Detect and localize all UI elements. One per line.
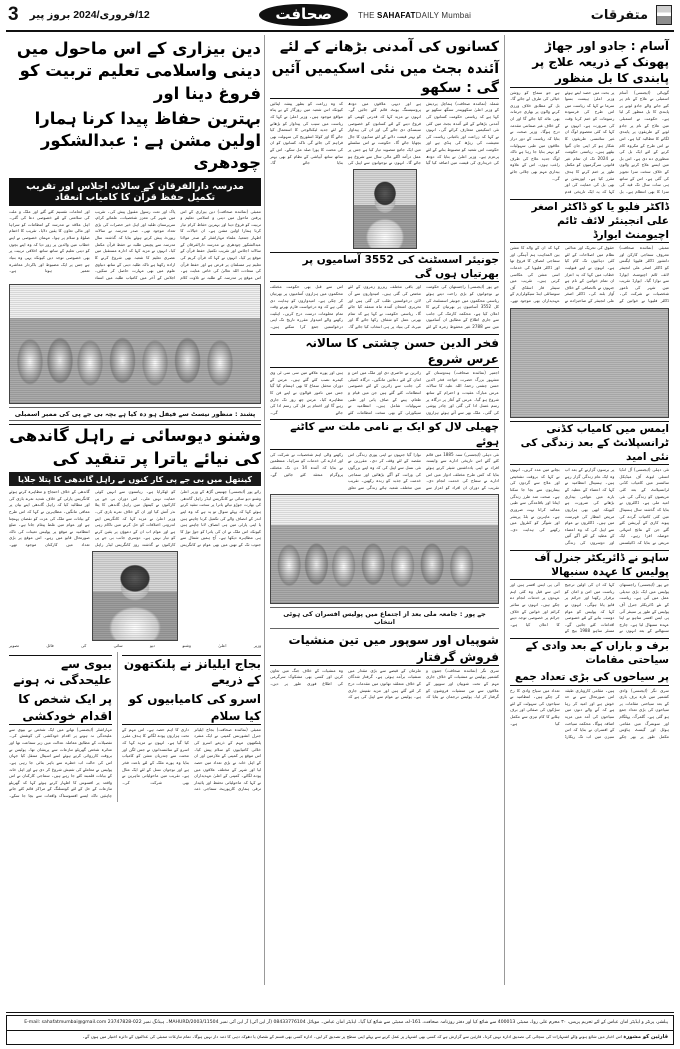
footer xyxy=(6,1012,674,1045)
politician-portrait-caption: وزیر اعلیٰ وشنو دیو سائی کی فائل تصویر xyxy=(9,642,261,648)
issue-date: 12/فروری/2024 بروز پیر xyxy=(29,9,150,21)
imprint-text: پبلشر، پرنٹر و ایڈیٹر امان عباس کے لئے تحریم پریس، ۳۰ محرم علی روڈ، ممبئی 400013 سے شائع کیا اور دفتر روزنامہ صحافت، 161-اے، ممبئی سے شائع کیا گیا۔ ایڈیٹر امان عباس۔ موبائل 08433776104 (آر این آئی) آر این آئی نمبر MAHURD/2003/11504۔ ہیڈنگ نمبر 022-23747828 xyxy=(107,1019,668,1025)
article-lead: ممبئی (نمائندہ صحافت) دین بیزاری کے اس پرفتن ماحول میں دینی و اسلامی تعلیم و تربیت کو فروغ دینا اور بہترین حفاظ کرام تیار کرنا ہمارا اولین مشن ہے۔ ان خیالات کا اظہار جمعیۃ علماء مہاراشٹر کے صدر مولانا عبدالشکور چودھری نے مدرسہ دارالفرقان کے سالانہ اجلاس اور تقریب تکمیل حفظ قرآن کے موقع پر کیا۔ انہوں نے کہا کہ قرآن کریم کی تعلیم ہر مسلمان پر فرض ہے اور حفظ قرآن کی سعادت اللہ تعالیٰ کی خاص عنایت ہے۔ اس موقع پر مدرسہ کے طلبہ نے تلاوت کلام پاک اور نعت رسول مقبول پیش کی۔ تقریب میں شہر کی معزز شخصیات، علمائے کرام، سرپرستان طلبہ اور اہل خیر حضرات کی بڑی تعداد موجود تھی۔ صدر مدرسہ نے سالانہ رپورٹ پیش کرتے ہوئے بتایا کہ گذشتہ سال مدرسہ سے پچیس طلبہ نے حفظ قرآن مکمل کیا۔ انہوں نے مزید کہا کہ ادارہ مستقبل میں عصری تعلیم کا شعبہ بھی شروع کرنے کا ارادہ رکھتا ہے تاکہ طلبہ دینی کے ساتھ دنیاوی علوم میں بھی مہارت حاصل کر سکیں۔ اجلاس کے آخر میں کامیاب طلبہ میں اسناد اور انعامات تقسیم کئے گئے اور ملک و ملت کی سلامتی کے لئے خصوصی دعا کی گئی۔ اہل علاقہ نے مدرسہ کے انتظامات کو سراہا اور مالی تعاون کا یقین دلایا۔ تقریب کا اختتام صلوٰۃ و سلام پر ہوا۔ مہمان خصوصی نے اپنے خطاب میں والدین پر زور دیا کہ وہ اپنے بچوں کو دینی تعلیم کے ساتھ ساتھ اخلاقی تربیت پر بھی خصوصی توجہ دیں کیونکہ یہی وہ بنیاد ہے جس پر ایک مضبوط اور باکردار معاشرہ تعمیر ہوتا ہے۔ xyxy=(9,208,261,280)
article-assam-bill: گوہاٹی (ایجنسی) آسام اسمبلی نے علاج کے نام پر کیے جانے والے جادو ٹونے پر پابندی کا بل منظور کر لیا ہے۔ حکومت نے اسمبلی میں علاج کے نام پر جادو ٹونے کے طریقوں پر پابندی لگانے کا مطالبہ کیا ہے۔ اس نے اس طرح کے مکروہ کام کرنے کے لئے ایک بل کی منظوری دے دی ہے۔ اس بل میں ایسے علاج کرنے والوں کے خلاف سخت سزا تجویز کی گئی ہے۔ اس کے ساتھ ہی سات سال تک قید کی سزا کا بھی انتظام ہے۔ بل پر بحث میں حصہ لیتے ہوئے وزیر اعلیٰ ہیمنت بسوا سرما نے کہا کہ ریاست میں اس طرح کی فرسودہ رسومات کو ختم کرنا وقت کی ضرورت ہے۔ انہوں نے کہا کہ کئی معصوم لوگ ان غیر سائنسی طریقوں کا شکار ہو کر اپنی جان گنوا بیٹھے ہیں۔ ریاستی حکومت نے 2024 تک ان تمام غیر قانونی سرگرمیوں کو مکمل طور پر ختم کرنے کا ہدف مقرر کیا ہے۔ اپوزیشن نے بھی بل کی حمایت کی اور کہا کہ یہ ایک تاریخی قدم ہے جو سماج کو روشن خیالی کی طرف لے جائے گا۔ بل کے مطابق خلاف ورزی کرنے والوں پر بھاری جرمانہ بھی عائد کیا جائے گا اور ان کے خلاف غیر ضمانتی مقدمہ درج ہوگا۔ وزیر صحت نے بتایا کہ ریاست کے دور دراز علاقوں میں طبی سہولیات کو بہتر بنایا جا رہا ہے تاکہ لوگ جدید علاج کی طرف راغب ہوں۔ اس کے علاوہ بیداری مہم بھی چلائی جائے گی۔ xyxy=(510,89,669,194)
headline-kashmir-tourism-2: پر سیاحوں کی بڑی تعداد جمع xyxy=(510,670,669,685)
headline-farmers-income-1: کسانوں کی آمدنی بڑھانے کے لئے xyxy=(279,39,499,55)
article-suicide: مہاراشٹر (ایجنسی) تھانے میں ایک شخص نے بیوی سے علیحدگی نہ ہونے پر اقدام خودکشی کی کوشش کی۔ تفصیلات کے مطابق معاملہ عدالت میں زیر سماعت تھا اور متاثرہ شخص گھریلو تنازعات سے پریشان تھا۔ پولیس نے بروقت کارروائی کرتے ہوئے اسے اسپتال منتقل کیا جہاں اس کی حالت اب خطرے سے باہر بتائی جا رہی ہے۔ پولیس نے معاملے کی تفتیش شروع کر دی ہے اور اہل خانہ کے بیانات قلمبند کئے جا رہے ہیں۔ سماجی کارکنان نے اس واقعہ پر افسوس کا اظہار کرتے ہوئے کہا کہ گھریلو تنازعات کے حل کے لئے کونسلنگ کے مراکز قائم کئے جانے چاہئیں تاکہ ایسے افسوسناک واقعات سے بچا جا سکے۔ xyxy=(9,726,112,799)
headline-drug-arrests: شوپیاں اور سوپور میں تین منشیات فروش گرفتار xyxy=(270,632,499,665)
headline-flavia-award: ڈاکٹر فلیو یا کو ڈاکٹر اصغر علی انجینئر لائف ٹائم اچیومنٹ ایوارڈ xyxy=(510,199,669,244)
subbar-rahul-effigy: کینتھل میں بی جے پی کار کنوں نے راہل گاندھی کا پتلا جلایا xyxy=(9,472,261,486)
section-title: متفرقات xyxy=(590,7,649,22)
content-grid xyxy=(6,35,674,985)
article-farmers-income: شملہ (نمائندہ صحافت) ہماچل پردیش کے وزیر اعلیٰ سکھویندر سنگھ سکھو نے کہا ہے کہ ریاستی حکومت کسانوں کی آمدنی بڑھانے کے لئے آئندہ بجٹ میں کئی نئی اسکیمیں متعارف کرائے گی۔ انہوں نے کہا کہ زراعت اور باغبانی ریاست کی معیشت کی ریڑھ کی ہڈی ہے اور حکومت اس شعبہ کو مضبوط بنانے کے لئے پرعزم ہے۔ وزیر اعلیٰ نے بتایا کہ دودھ کی خریداری کی قیمت میں اضافہ کیا گیا ہے اور دیہی علاقوں میں دودھ پروسیسنگ یونٹ قائم کئے جائیں گے۔ انہوں نے مزید کہا کہ قدرتی کھیتی کو فروغ دینے کے لئے کسانوں کو خصوصی سبسڈی دی جائے گی اور ان کی پیداوار کو بہتر قیمت دلانے کے لئے منڈیوں کا جال بچھایا جائے گا۔ حکومت نے اس سلسلے میں ایک جامع منصوبہ تیار کیا ہے جس پر عمل درآمد اگلے مالی سال سے شروع ہو جائے گا۔ انہوں نے نوجوانوں سے اپیل کی کہ وہ زراعت کو بطور پیشہ اپنائیں کیونکہ اس شعبہ میں روزگار کے بے پناہ مواقع موجود ہیں۔ وزیر اعلیٰ نے کہا کہ ریاست میں سیب کی پیداوار کو بڑھانے کے لئے جدید ٹیکنالوجی کا استعمال کیا جائے گا اور کولڈ اسٹوریج کی سہولت بھی فراہم کی جائے گی تاکہ کسانوں کو ان کی محنت کا پورا صلہ مل سکے۔ اس کے ساتھ ساتھ آبپاشی کے نظام کو بھی بہتر بنایا جائے گا۔ xyxy=(270,100,499,166)
page-number: 3 xyxy=(8,4,18,25)
headline-chishti-urs: فخر الدین حسن چشتی کا سالانہ عرس شروع xyxy=(270,334,499,368)
group-photo xyxy=(270,494,499,604)
article-kidney-transplant: نئی دہلی (ایجنسی) آل انڈیا انسٹی ٹیوٹ آف میڈیکل سائنسز میں کامیاب کڈنی ٹرانسپلانٹ کے بعد کئی مریضوں کو زندگی کی نئی امید ملی ہے۔ ڈاکٹروں نے بتایا کہ گذشتہ سال ہسپتال میں کئی کامیاب گردے کی پیوند کاری کے آپریشن کئے گئے جن کے نتائج انتہائی حوصلہ افزا رہے۔ ایک مریض نے بتایا کہ ڈائیلسس پر برسوں گزارنے کے بعد اب وہ ایک عام زندگی گزار رہے ہیں۔ ہسپتال انتظامیہ نے کہا کہ اعضاء کے عطیہ کے بارے میں عوامی بیداری بڑھانے کی ضرورت ہے کیونکہ ابھی بھی ہزاروں مریض انتظار کی فہرست میں ہیں۔ ڈاکٹروں نے عوام سے اپیل کی کہ وہ اعضاء کے عطیہ کے لئے آگے آئیں اور دوسروں کی زندگی بچانے میں مدد کریں۔ انہوں نے کہا کہ بروقت تشخیص اور علاج سے گردوں کی بیماریوں سے بچا جا سکتا ہے۔ صحت مند طرز زندگی اپنانا اور باقاعدگی سے طبی معائنہ کرانا بہت ضروری ہے۔ ماہرین نے بلڈ پریشر اور شوگر کو کنٹرول میں رکھنے کی ہدایت دی۔ xyxy=(510,467,669,546)
reader-advisory-label: قارئین کو مشورہ xyxy=(623,1034,668,1041)
subcol-suicide xyxy=(9,652,112,802)
headline-kidney-transplant: ایمس میں کامیاب کڈنی ٹرانسپلانٹ کے بعد زندگی کی نئی امید xyxy=(510,421,669,466)
headline-suicide-1: بیوی سے علیحدگی نہ ہونے xyxy=(9,655,112,688)
reader-advisory xyxy=(6,1031,674,1045)
lead-headline-line2: بہترین حفاظ پیدا کرنا ہمارا اولین مشن ہے : عبدالشکور چودھری xyxy=(34,108,261,173)
headline-rahul-yatra: وشنو دیوسائی نے راہل گاندھی کی نیائے یاترا پر تنقید کی xyxy=(9,424,261,470)
award-ceremony-photo xyxy=(510,308,669,418)
article-chishti-urs: اجمیر (نمائندہ صحافت) ہندوستان کے مشہور بزرگ حضرت خواجہ فخر الدین حسن چشتی رحمۃ اللہ علیہ کا سالانہ عرس مبارک عقیدت و احترام کے ساتھ شروع ہو گیا۔ عرس کے آغاز پر درگاہ پر رسم غسل ادا کی گئی اور چادر پوشی کی گئی۔ ملک بھر سے آئے ہوئے ہزاروں زائرین نے حاضری دی اور ملک میں امن و امان کے لئے دعائیں مانگیں۔ درگاہ کمیٹی کی جانب سے زائرین کے لئے خصوصی انتظامات کئے گئے ہیں جن میں قیام و طعام، پینے کے صاف پانی اور طبی سہولیات شامل ہیں۔ انتظامیہ نے سیکورٹی کے بھی سخت انتظامات کئے ہیں اور پورے علاقے میں سی سی ٹی وی کیمرے نصب کئے گئے ہیں۔ عرس کے دوران محفل سماع کا بھی اہتمام کیا گیا جس میں نامور قوالوں نے اپنے فن کا مظاہرہ کیا۔ عرس چھ روز تک جاری رہے گا اور اختتام پر قل کی رسم ادا کی جائے گی۔ xyxy=(270,370,499,415)
article-chheli-lal: نئی دہلی (ایجنسی) سنہ 1885 میں قائم کئے گئے اس تاریخی ادارے سے وابستہ افراد نے اپنی یادداشتیں شیئر کرتے ہوئے بتایا کہ کس طرح مختلف ادوار میں اس ادارے نے سماج کی خدمت انجام دی۔ تقریب کے دوران ان افراد کو اعزاز سے نوازا گیا جنہوں نے اپنی پوری زندگی اس مقصد کے لئے وقف کر دی۔ مقررین نے نئی نسل سے اپیل کی کہ وہ اپنے بزرگوں کی وراثت کو آگے بڑھائیں اور سماجی خدمت کے جذبہ کو زندہ رکھیں۔ تقریب میں مختلف شعبہ ہائے زندگی سے تعلق رکھنے والی اہم شخصیات نے شرکت کی اور ادارے کی خدمات کو سراہا۔ منتظمین نے بتایا کہ آئندہ 14 دن تک مختلف پروگرام منعقد کئے جائیں گے۔ xyxy=(270,451,499,490)
reader-advisory-text: اس اخبار میں شائع ہونے والے اشتہارات کی سچائی کی تصدیق ادارہ نہیں کرتا۔ قارئین سے گزارش ہے کہ کسی بھی اشتہار پر عمل کرنے سے پہلے اپنی سطح پر تصدیق کر لیں۔ ادارہ کسی بھی قسم کے نقصان یا دھوکہ دہی کا ذمہ دار نہیں ہوگا۔ تمام تنازعات ممبئی کی عدالتوں کے دائرہ اختیار میں ہوں گے۔ xyxy=(82,1034,622,1040)
group-photo-caption: جے پور : جامعہ ملی بعد از اجتماع میں پولیس افسران کی ہوئی انتخاب xyxy=(270,607,499,629)
footer-email: E-mail: sahafatmumbai@gmail.com xyxy=(24,1019,107,1025)
headline-suicide-2: پر ایک شخص کا اقدام خودکشی xyxy=(9,691,112,724)
article-junior-assistant: جے پور (ایجنسی) راجستھان کی حکومت نے نوجوانوں کو بڑی راحت دیتے ہوئے ریاستی محکموں میں جونیئر اسسٹنٹ کی کل 3552 آسامیوں پر بھرتیاں کرنے کا اعلان کیا ہے۔ محکمہ کارمک کی جانب سے جاری اطلاع کے مطابق ان آسامیوں میں سے 2788 غیر محفوظ زمرہ کے لئے اور باقی مختلف ریزرو زمروں کے لئے مختص کی گئی ہیں۔ امیدواروں سے آن لائن درخواستیں طلب کی گئی ہیں اور تحریری امتحان آئندہ ماہ منعقد کیا جائے گا۔ ریاستی حکومت نے کہا ہے کہ تمام بھرتی عمل کو شفاف رکھا جائے گا اور میرٹ کی بنیاد پر ہی انتخاب کیا جائے گا۔ اس سے قبل بھی حکومت مختلف محکموں میں ہزاروں آسامیوں پر بھرتیاں کر چکی ہے۔ امیدواروں کو ہدایت دی گئی ہے کہ وہ درخواست فارم بھرتے وقت تمام معلومات درست درج کریں۔ اہلیت رکھنے والے امیدوار مقررہ تاریخ تک اپنی درخواستیں جمع کرا سکتے ہیں۔ xyxy=(270,284,500,330)
assembly-photo-caption: پشند : منظور نیسٹ سے فیفل ہو دہ کیا ہے بچہ بی جے پی کی ممبر اسمبلی xyxy=(9,407,261,421)
article-drug-arrests: سری نگر (نمائندہ صحافت) جموں و کشمیر پولیس نے منشیات کے خلاف جاری مہم کے تحت شوپیاں اور سوپور کے علاقوں سے تین منشیات فروشوں کو گرفتار کر لیا۔ پولیس ترجمان نے بتایا کہ ملزمان کے قبضے سے بڑی مقدار میں منشیات برآمد ہوئی ہے۔ گرفتار شدگان کے خلاف متعلقہ تھانوں میں مقدمات درج کر لئے گئے ہیں اور مزید تفتیش جاری ہے۔ پولیس نے عوام سے اپیل کی ہے کہ وہ منشیات کے خلاف جنگ میں تعاون کریں اور کسی بھی مشکوک سرگرمی کی اطلاع فوری طور پر دیں۔ xyxy=(270,667,499,700)
sahafat-logo: صحافت xyxy=(259,4,348,25)
assembly-photo xyxy=(9,284,261,404)
politician-portrait xyxy=(92,551,178,641)
article-sahu-dgp: جے پور (ایجنسی) راجستھان پولیس میں ایک بڑی تبدیلی عمل میں آئی ہے۔ ریاست کے نئے ڈائریکٹر جنرل آف پولیس کے طور پر سینئر آئی پی ایس افسر ساہو نے اپنا عہدہ سنبھال لیا ہے۔ چارج سنبھالنے کے بعد انہوں نے کہا کہ ان کی اولین ترجیح ریاست میں امن و امان کو برقرار رکھنا اور جرائم پر قابو پانا ہوگی۔ انہوں نے کہا کہ پولیس کو عوام دوست بنانے کے لئے خصوصی اقدامات کئے جائیں گے۔ مسٹر ساہو 1988 بیچ کے آئی پی ایس افسر ہیں اور اس سے قبل وہ کئی اہم عہدوں پر خدمات انجام دے چکے ہیں۔ انہوں نے سائبر کرائم اور خواتین کے خلاف جرائم پر خصوصی توجہ دینے کا اعلان کیا ہے۔ xyxy=(510,582,669,634)
footer-rule xyxy=(6,1012,674,1013)
column-right xyxy=(504,35,674,985)
imprint-block xyxy=(6,1015,674,1031)
headline-farmers-income-2: آئندہ بجٹ میں نئی اسکیمیں آئیں گی : سکھو xyxy=(270,60,499,99)
lead-banner: مدرسہ دارالفرقان کے سالانہ اجلاس اور تقریب تکمیل حفظ قرآن کا کامیاب انعقاد xyxy=(9,178,261,206)
subcol-bajaj xyxy=(117,652,261,802)
article-flavia-award: ممبئی (نمائندہ صحافت) معروف سماجی کارکن اور دانشور ڈاکٹر فلیویا ایگنس کو ڈاکٹر اصغر علی انجینئر لائف ٹائم اچیومنٹ ایوارڈ سے نوازا گیا۔ ایوارڈ تقریب میں شہر کی نامور شخصیات نے شرکت کی۔ ڈاکٹر فلیویا نے خواتین کے حقوق کی تحریک اور عدالتی نظام میں اصلاحات کے لئے کئی دہائیوں تک کام کیا ہے۔ انہوں نے اپنے قبولیت خطاب میں کہا کہ یہ اعزاز ان تمام خواتین کے نام ہے جنہوں نے ناانصافی کے خلاف آواز بلند کی۔ ڈاکٹر اصغر علی انجینئر کے صاحبزادے نے کہا کہ ان کے والد کا مشن بین المذاہب ہم آہنگی اور سماجی انصاف کا فروغ تھا اور ڈاکٹر فلیویا کی خدمات اسی مشن کی عکاسی کرتی ہیں۔ تقریب میں سینٹر فار اسٹڈی آف سوسائٹی اینڈ سیکولرازم کے عہدیداران بھی موجود تھے۔ xyxy=(510,245,669,304)
headline-chheli-lal: چھیلی لال کو ایک بے نامی ملت سے کاٹنے ہوئے xyxy=(270,419,499,449)
headline-sahu-dgp: ساہو نے ڈائریکٹر جنرل آف پولیس کا عہدہ سنبھالا xyxy=(510,550,669,580)
brand-bold: SAHAFAT xyxy=(377,10,416,20)
article-bajaj: ممبئی (نمائندہ صحافت) بجاج ایلیانز جنرل انشورنس کمپنی نے ایک منفرد پلنکتھون مہم کے ذریعے اسرو کی خلائی کامیابیوں کو سلام پیش کیا۔ اس موقع پر کمپنی کے ملازمین اور ان کے اہل خانہ نے بڑی تعداد میں حصہ لیا اور شہر کے مختلف علاقوں میں پودے لگائے۔ کمپنی کے اعلیٰ عہدیداران نے کہا کہ ماحولیاتی تحفظ اور پائیدار ترقی ہماری کارپوریٹ سماجی ذمہ داری کا اہم حصہ ہے۔ اس مہم کے تحت ہزاروں پودے لگانے کا ہدف مقرر کیا گیا ہے۔ انہوں نے مزید کہا کہ اسرو کے سائنسدانوں نے جس لگن اور محنت سے چندریان مشن کو کامیاب بنایا وہ پورے ملک کے لئے باعث فخر ہے اور نوجوان نسل کے لئے ایک مثال ہے۔ تقریب میں ماحولیاتی ماہرین نے بھی شرکت کی۔ xyxy=(122,726,261,792)
headline-bajaj-1: بجاج ایلیانز نے پلنکتھون کے ذریعے xyxy=(123,657,261,688)
masthead xyxy=(6,0,674,32)
headline-bajaj-2: اسرو کی کامیابیوں کو کیا سلام xyxy=(122,691,261,724)
headline-assam-bill: آسام : جادو اور جھاڑ پھونک کے ذریعہ علاج پر پابندی کا بل منظور xyxy=(510,38,669,88)
brand-prefix: THE xyxy=(358,10,378,20)
brand-line xyxy=(348,11,481,20)
headline-kashmir-tourism-1: برف و باراں کے بعد وادی کے سیاحتی مقامات xyxy=(510,638,669,667)
brand-suffix: DAILY Mumbai xyxy=(415,10,472,20)
lead-headline-line1: دین بیزاری کے اس ماحول میں دینی واسلامی تعلیم تربیت کو فروغ دینا اور xyxy=(16,39,261,103)
column-middle xyxy=(264,35,504,985)
article-kashmir-tourism: سری نگر (ایجنسی) وادی کشمیر میں تازہ برف باری کے بعد سیاحتی مقامات پر سیاحوں کی بڑی تعداد جمع ہو گئی ہے۔ گلمرگ، پہلگام اور سونمرگ میں مقامی ہوٹل اور گیسٹ ہاؤس مکمل طور پر بھر چکے ہیں۔ مقامی کاروباری طبقہ اس صورتحال سے بے حد خوش ہے اور امید کر رہا ہے کہ آنے والے دنوں میں سیاحوں کی آمد میں مزید اضافہ ہوگا۔ محکمہ سیاحت کے افسران نے بتایا کہ اس سیزن میں اب تک ریکارڈ تعداد میں سیاح وادی کا رخ کر چکے ہیں۔ انتظامیہ نے سیاحوں کی سہولت کے لئے سڑکوں کی صفائی اور برف ہٹانے کا کام تیزی سے مکمل کیا ہے۔ xyxy=(510,687,669,739)
newspaper-icon xyxy=(656,5,672,25)
headline-junior-assistant: جونیئر اسسٹنٹ کی 3552 آسامیوں پر بھرتیاں ہوں گی xyxy=(270,252,499,282)
official-portrait xyxy=(353,169,417,249)
column-left xyxy=(6,35,264,985)
article-rahul-yatra: رائے پور (ایجنسی) چھتیس گڑھ کے وزیر اعلیٰ وشنو دیو سائی نے کانگریس لیڈر راہل گاندھی کی بھارت جوڑو نیائے یاترا پر سخت تنقید کرتے ہوئے کہا کہ پہلے سوال تو یہ ہے کہ وہ اپنے اندر کے انصاف والے کی تکمیل کرنا چاہتے ہیں یا اپنی پارٹی میں ہی انصاف لانا چاہتے ہیں کیونکہ اس ملک نے ان کی یاترا کو جوڑ توڑ کا ہی مظاہرہ دیکھا ہے۔ آج ہمیں شمال سے جنوب تک کے تھیں میں بھی عوام نے کانگریس کو ٹھکرایا ہے۔ ریاستوں سے انہیں کوئی حمایت نہیں ملی۔ اس دوران بی جے پی کارکنوں نے کینتھل میں راہل گاندھی کا پتلا نذر آتش کیا اور ان کے خلاف نعرے بازی کی۔ وزیر اعلیٰ نے مزید کہا کہ کانگریس اپنے اندرونی اختلافات کو حل کرنے میں ناکام رہی ہے اور عوام اب ان کے دعوؤں پر یقین کرنے کو تیار نہیں ہے۔ دوسری جانب بی جے پی کارکنوں نے گذشتہ روز کانگریس لیڈر راہل گاندھی کے خلاف احتجاج و مظاہرہ کرتے ہوئے کانگریس پارٹی کے خلاف شدید نعرے بازی کی اور مطالبہ کیا کہ راہل گاندھی اپنے بیان پر معافی مانگیں۔ مظاہرین نے کہا کہ اس طرح کے بیانات سے ملک کی عزت کو نقصان پہنچتا ہے اور عوام میں غلط پیغام جاتا ہے۔ ضلع انتظامیہ نے موقع پر پولیس تعینات کی تاکہ صورتحال قابو میں رہے۔ اس موقع پر بڑی تعداد میں کارکنان موجود تھے۔ xyxy=(9,489,261,547)
